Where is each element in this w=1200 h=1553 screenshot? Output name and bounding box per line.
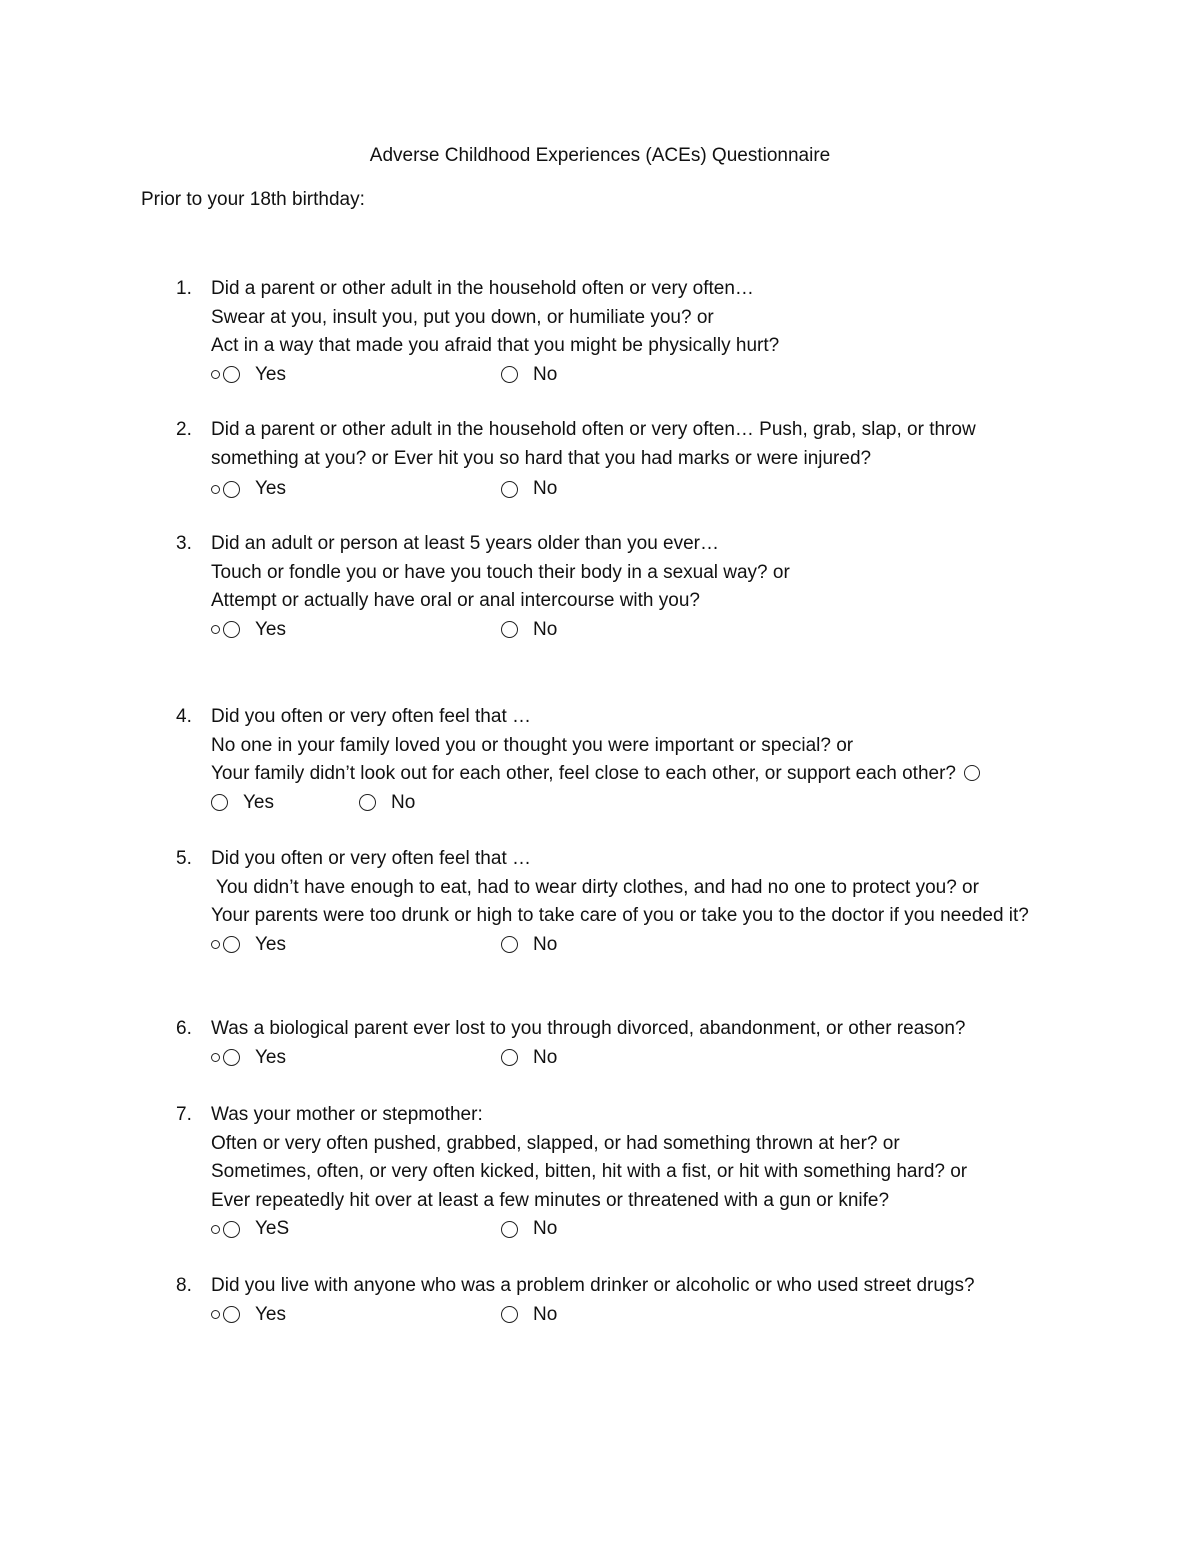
yes-option[interactable] (211, 1215, 289, 1244)
no-option[interactable] (501, 1215, 557, 1244)
radio-icon[interactable] (223, 1306, 240, 1323)
question-text: Did you often or very often feel that … (211, 706, 532, 727)
question-text: Was your mother or stepmother: (211, 1104, 483, 1125)
page-title: Adverse Childhood Experiences (ACEs) Questionnaire (369, 145, 831, 166)
answer-options (211, 789, 1056, 818)
radio-icon[interactable] (501, 1221, 518, 1238)
radio-icon[interactable] (501, 936, 518, 953)
no-label: No (533, 1218, 558, 1239)
answer-options (211, 1044, 1056, 1073)
radio-icon[interactable] (211, 794, 228, 811)
question-text: something at you? or Ever hit you so hard that you had marks or were injured? (211, 447, 872, 469)
question-text: Attempt or actually have oral or anal intercourse with you? (211, 590, 700, 611)
yes-label: YeS (255, 1218, 290, 1239)
question-text: Did an adult or person at least 5 years older than you ever… (211, 533, 720, 554)
question-text: Act in a way that made you afraid that you might be physically hurt? (211, 335, 780, 356)
no-label: No (533, 618, 558, 640)
small-radio-icon (211, 1225, 220, 1234)
no-option[interactable] (501, 931, 557, 960)
question-text: Touch or fondle you or have you touch their body in a sexual way? or (211, 561, 790, 583)
small-radio-icon (211, 1053, 220, 1062)
question-number: 8. (176, 1275, 192, 1296)
question-text: Did a parent or other adult in the household often or very often… Push, grab, slap, or throw (211, 419, 976, 440)
question-text: No one in your family loved you or thought you were important or special? or (211, 734, 854, 756)
radio-icon[interactable] (501, 366, 518, 383)
yes-label: Yes (255, 363, 286, 385)
no-option[interactable] (359, 789, 415, 818)
no-option[interactable] (501, 475, 557, 504)
answer-options (211, 1215, 1056, 1244)
no-option[interactable] (501, 1301, 557, 1330)
radio-icon[interactable] (501, 1049, 518, 1066)
radio-icon[interactable] (223, 366, 240, 383)
no-label: No (391, 791, 416, 813)
no-label: No (533, 1046, 558, 1068)
yes-label: Yes (255, 478, 286, 499)
yes-option[interactable] (211, 616, 286, 645)
no-label: No (533, 363, 558, 385)
radio-icon[interactable] (964, 765, 980, 781)
answer-options (211, 616, 1056, 645)
no-label: No (533, 933, 558, 955)
intro-text: Prior to your 18th birthday: (141, 189, 365, 210)
question-text: Your family didn’t look out for each other, feel close to each other, or support each other? (211, 763, 956, 784)
yes-option[interactable] (211, 1044, 286, 1073)
question-text: You didn’t have enough to eat, had to wear dirty clothes, and had no one to protect you? or (211, 876, 979, 898)
small-radio-icon (211, 370, 220, 379)
yes-option[interactable] (211, 789, 274, 818)
no-option[interactable] (501, 1044, 557, 1073)
yes-label: Yes (255, 618, 286, 640)
yes-label: Yes (243, 791, 274, 813)
yes-option[interactable] (211, 475, 286, 504)
radio-icon[interactable] (223, 481, 240, 498)
yes-option[interactable] (211, 361, 286, 390)
answer-options (211, 1301, 1056, 1330)
yes-label: Yes (255, 1303, 286, 1325)
question-text: Did you often or very often feel that … (211, 848, 532, 869)
question-text: Often or very often pushed, grabbed, slapped, or had something thrown at her? or (211, 1132, 900, 1154)
small-radio-icon (211, 625, 220, 634)
no-option[interactable] (501, 616, 557, 645)
radio-icon[interactable] (223, 1049, 240, 1066)
question-text: Did you live with anyone who was a problem drinker or alcoholic or who used street drugs? (211, 1275, 975, 1296)
radio-icon[interactable] (359, 794, 376, 811)
radio-icon[interactable] (223, 621, 240, 638)
no-option[interactable] (501, 361, 557, 390)
small-radio-icon (211, 485, 220, 494)
question-text-with-radio (211, 760, 1056, 789)
question-number: 2. (176, 419, 192, 440)
yes-option[interactable] (211, 931, 286, 960)
question-number: 1. (176, 278, 192, 299)
no-label: No (533, 478, 558, 499)
no-label: No (533, 1303, 558, 1325)
question-text: Was a biological parent ever lost to you through divorced, abandonment, or other reason? (211, 1018, 966, 1039)
radio-icon[interactable] (223, 1221, 240, 1238)
small-radio-icon (211, 940, 220, 949)
question-text: Ever repeatedly hit over at least a few minutes or threatened with a gun or knife? (211, 1189, 890, 1211)
radio-icon[interactable] (501, 481, 518, 498)
answer-options (211, 361, 1056, 390)
yes-label: Yes (255, 1046, 286, 1068)
question-number: 7. (176, 1104, 192, 1125)
question-text: Did a parent or other adult in the household often or very often… (211, 278, 754, 299)
question-text: Sometimes, often, or very often kicked, bitten, hit with a fist, or hit with something hard? or (211, 1161, 968, 1182)
question-number: 6. (176, 1018, 192, 1039)
question-number: 4. (176, 706, 192, 727)
small-radio-icon (211, 1310, 220, 1319)
answer-options (211, 931, 1056, 960)
radio-icon[interactable] (501, 1306, 518, 1323)
radio-icon[interactable] (501, 621, 518, 638)
question-text: Swear at you, insult you, put you down, or humiliate you? or (211, 306, 714, 328)
yes-label: Yes (255, 933, 286, 955)
question-number: 5. (176, 848, 192, 869)
question-number: 3. (176, 533, 192, 554)
radio-icon[interactable] (223, 936, 240, 953)
answer-options (211, 475, 1056, 504)
yes-option[interactable] (211, 1301, 286, 1330)
question-text: Your parents were too drunk or high to take care of you or take you to the doctor if you needed it? (211, 905, 1029, 926)
